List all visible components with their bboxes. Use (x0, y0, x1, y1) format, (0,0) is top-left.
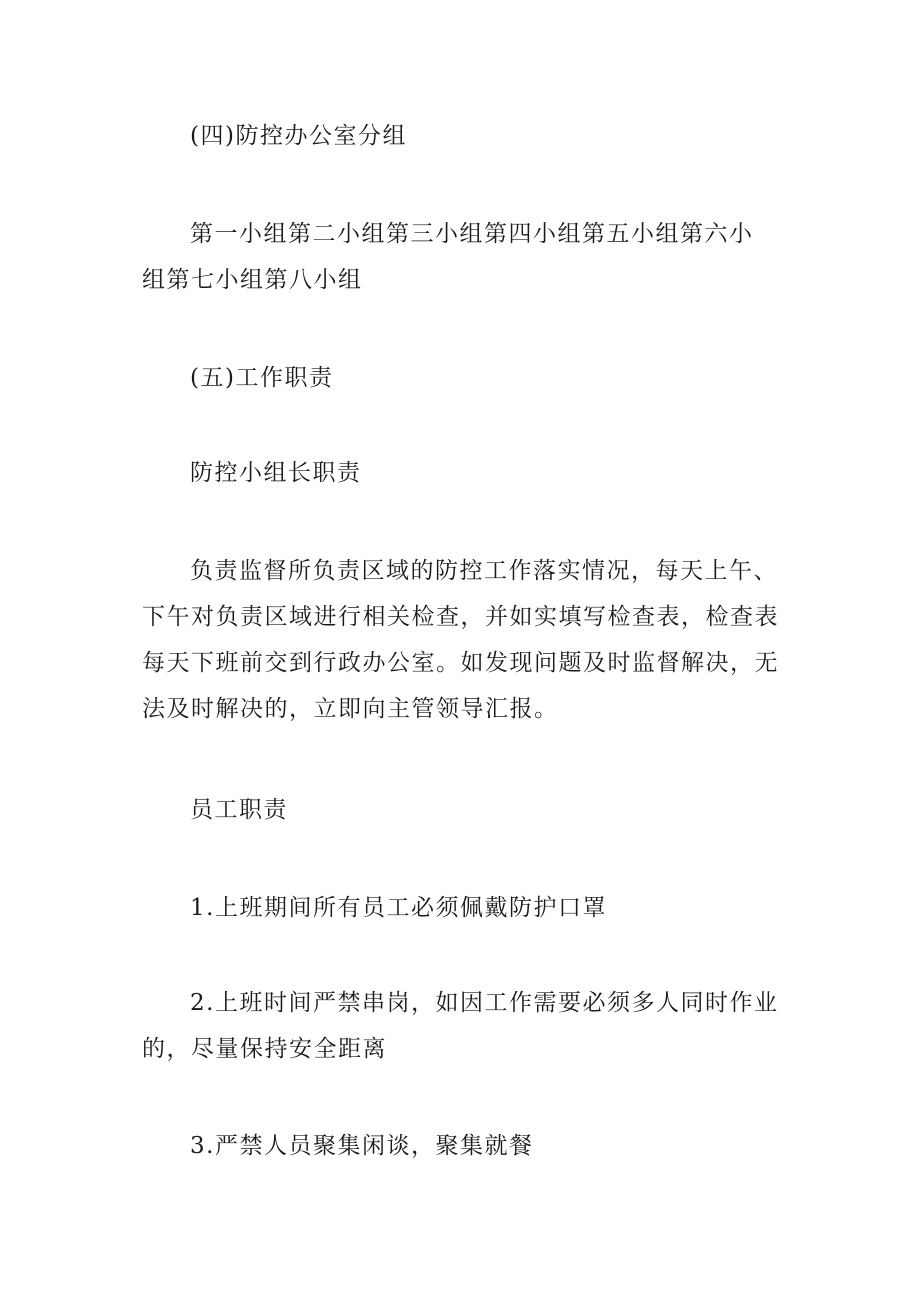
leader-duty-line-3: 每天下班前交到行政办公室。如发现问题及时监督解决，无 (142, 650, 779, 676)
section-heading-5: (五)工作职责 (190, 365, 334, 391)
leader-duty-paragraph (142, 548, 782, 732)
staff-duty-title: 员工职责 (190, 797, 288, 823)
groups-line-2: 组第七小组第八小组 (142, 267, 363, 293)
list-item-3: 3.严禁人员聚集闲谈，聚集就餐 (190, 1133, 534, 1159)
leader-duty-line-2: 下午对负责区域进行相关检查，并如实填写检查表，检查表 (142, 604, 779, 630)
list-item-1: 1.上班期间所有员工必须佩戴防护口罩 (190, 895, 607, 921)
leader-duty-line-4: 法及时解决的，立即向主管领导汇报。 (142, 696, 559, 722)
section-heading-4: (四)防控办公室分组 (190, 123, 407, 149)
groups-line-1: 第一小组第二小组第三小组第四小组第五小组第六小 (190, 221, 754, 247)
list-item-2-line-1: 2.上班时间严禁串岗，如因工作需要必须多人同时作业 (190, 990, 779, 1016)
leader-duty-line-1: 负责监督所负责区域的防控工作落实情况，每天上午、 (190, 558, 778, 584)
list-item-2-line-2: 的，尽量保持安全距离 (142, 1036, 387, 1062)
list-item-2 (142, 980, 782, 1072)
leader-duty-title: 防控小组长职责 (190, 460, 362, 486)
groups-paragraph (142, 211, 782, 303)
